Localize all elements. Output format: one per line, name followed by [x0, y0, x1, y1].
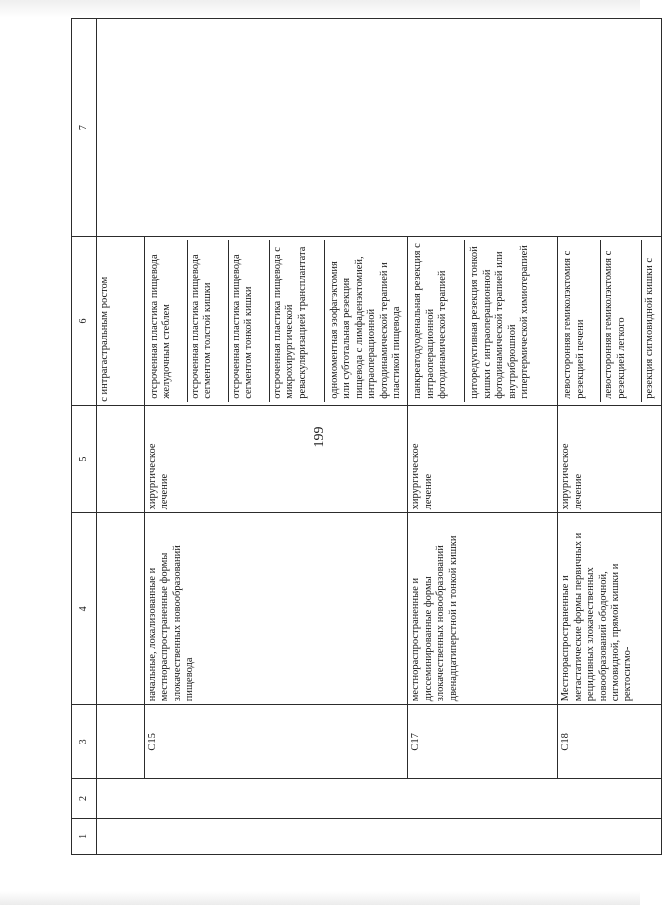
column-header: 7 [72, 19, 97, 237]
table-cell-treatment-type [97, 405, 145, 513]
scan-edge-top [0, 0, 640, 18]
column-header: 6 [72, 237, 97, 406]
column-header: 5 [72, 405, 97, 513]
rotated-table-container [71, 18, 656, 855]
table-cell-disease: начальные, локализованные и местнораспространенные формы злокачественных новообразований пищевода [145, 513, 408, 705]
table-cell-treatment-type: хирургическое лечение [145, 405, 408, 513]
method-item: отсроченная пластика пищевода с микрохирургической реваскуляризацией трансплантата [269, 240, 324, 402]
method-item: левосторонняя гемиколэктомия с резекцией печени [562, 250, 586, 399]
table-cell-disease [97, 513, 145, 705]
scan-edge-bottom [0, 891, 640, 905]
table-row [97, 19, 145, 855]
table-cell-code: C18 [558, 705, 661, 779]
table-header-row [72, 19, 97, 855]
table-cell-code: C15 [145, 705, 408, 779]
table-cell-disease: Местнораспространенные и метастатические формы первичных и рецидивных злокачественных новообразований ободочной, сигмовидной, прямой кишки и ректосигмо- [558, 513, 661, 705]
table-cell-methods [558, 237, 661, 406]
column-header: 4 [72, 513, 97, 705]
column-header: 3 [72, 705, 97, 779]
method-item: отсроченная пластика пищевода сегментом толстой кишки [187, 240, 228, 402]
table-cell-methods [408, 237, 558, 406]
method-item: панкреатодуоденальная резекция с интраоперационной фотодинамической терапией [412, 243, 449, 399]
method-item: резекция сигмовидной кишки с [641, 240, 658, 402]
table-cell-col1 [97, 818, 662, 854]
method-item: отсроченная пластика пищевода желудочным стеблем [149, 254, 173, 399]
table-cell-treatment-type: хирургическое лечение [558, 405, 661, 513]
table-cell-code: C17 [408, 705, 558, 779]
page-number: 199 [312, 426, 327, 448]
table-cell-col7 [97, 19, 662, 237]
table-cell-treatment-type: хирургическое лечение [408, 405, 558, 513]
table-cell-code [97, 705, 145, 779]
method-item: отсроченная пластика пищевода сегментом тонкой кишки [228, 240, 269, 402]
treatment-table [71, 18, 662, 855]
column-header: 2 [72, 779, 97, 818]
method-item: циторедуктивная резекция тонкой кишки с интраоперационной фотодинамической терапией или внутрибрюшной гипертермической химиотерапией [464, 240, 533, 402]
table-cell-methods [145, 237, 408, 406]
table-cell-method: с интрагастральным ростом [97, 237, 145, 406]
table-cell-disease: местнораспространенные и диссеминированные формы злокачественных новообразований двенадцатиперстной и тонкой кишки [408, 513, 558, 705]
table-cell-col2 [97, 779, 662, 818]
method-item: левосторонняя гемиколэктомия с резекцией легкого [600, 240, 641, 402]
method-item: одномоментная эзофагэктомия или субтотальная резекция пищевода с лимфаденэктомией, интраоперационной фотодинамической терапией и пластикой пищевода [324, 240, 405, 402]
column-header: 1 [72, 818, 97, 854]
